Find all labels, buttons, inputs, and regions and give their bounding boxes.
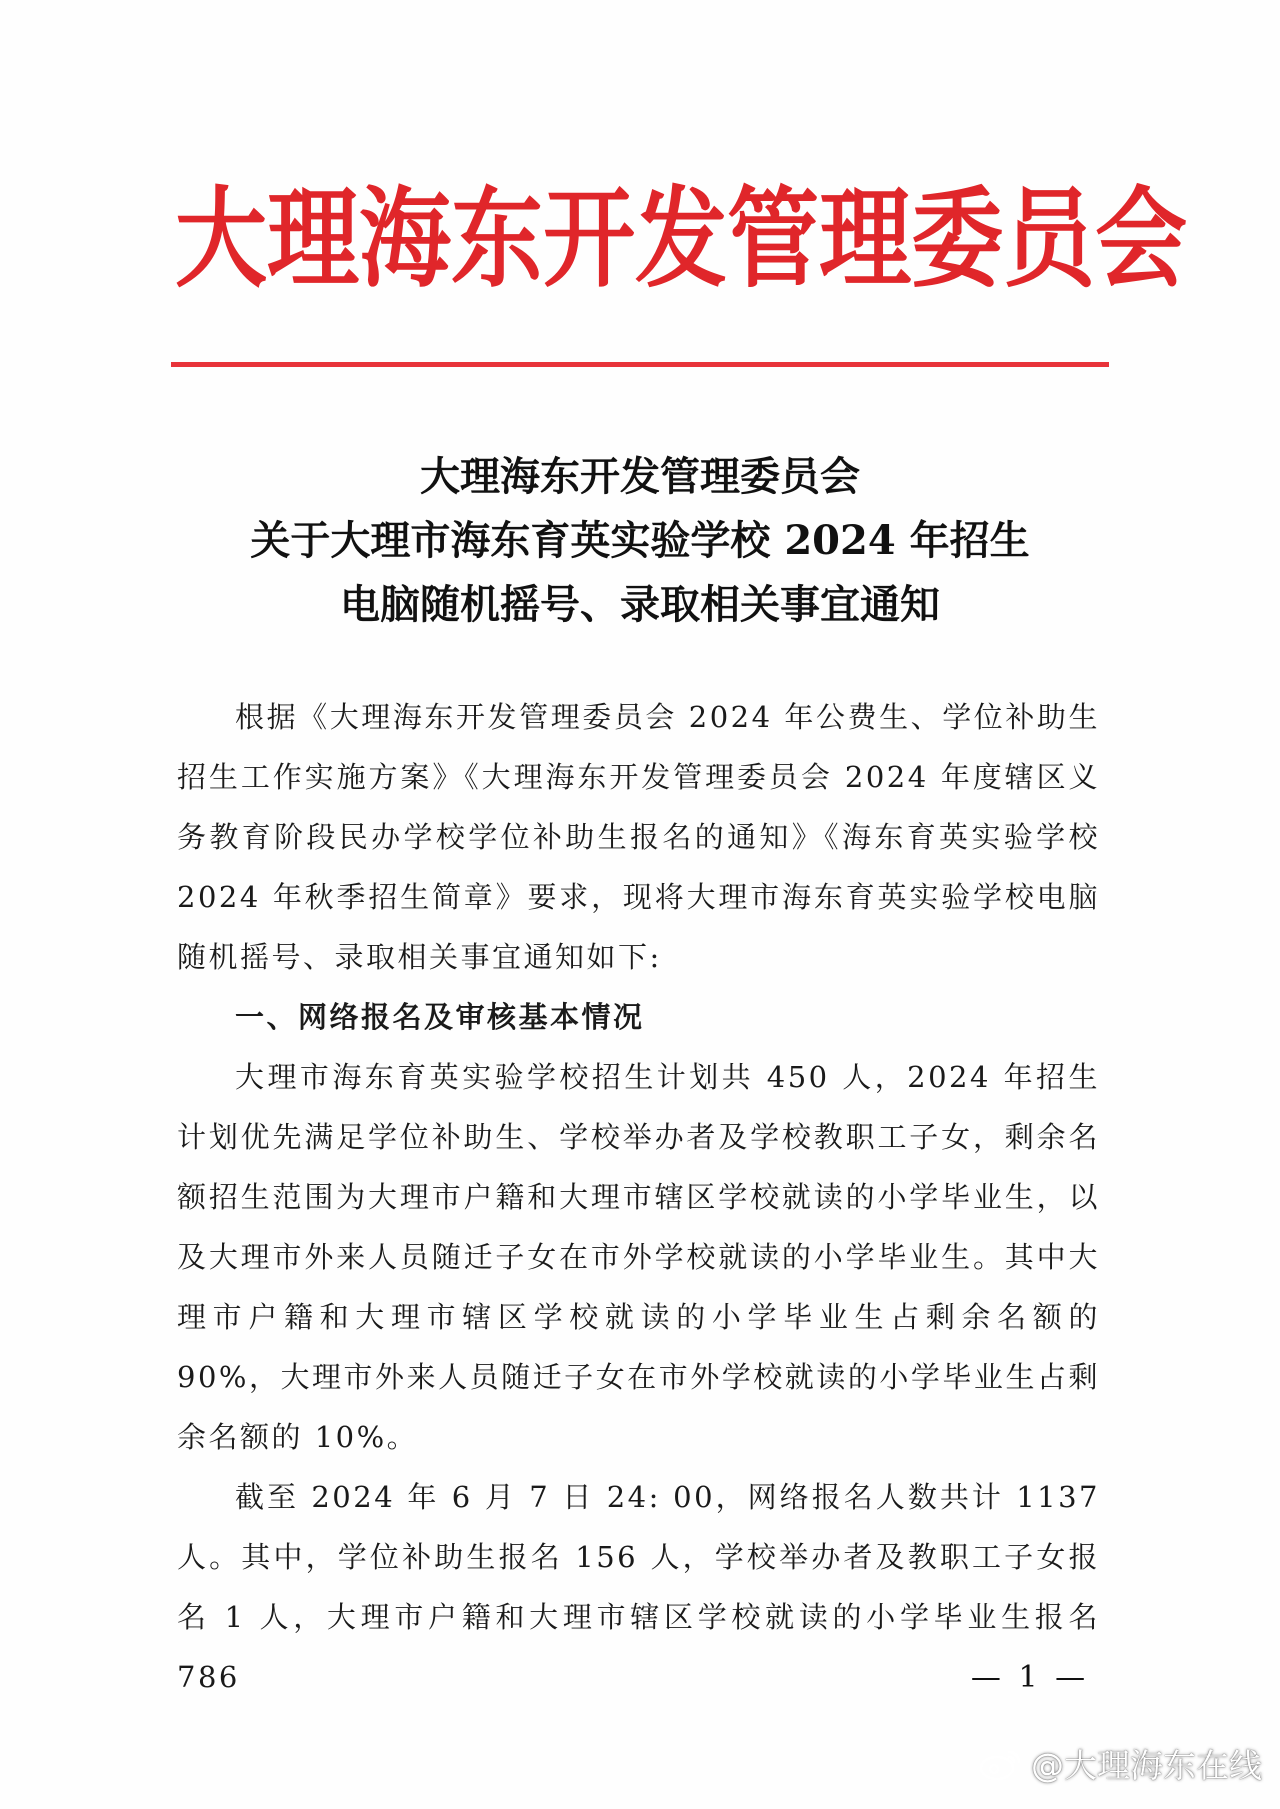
section-heading-1: 一、网络报名及审核基本情况 <box>235 1000 645 1034</box>
org-letterhead <box>175 160 1188 320</box>
document-body <box>177 687 1100 1707</box>
weibo-watermark <box>979 1740 1262 1787</box>
body-paragraph-3: 截至 2024 年 6 月 7 日 24: 00，网络报名人数共计 1137 人。其中，学位补助生报名 156 人，学校举办者及教职工子女报名 1 人，大理市户籍和大理市辖区学校就读的小学毕业生报名 786 <box>177 1480 1100 1694</box>
watermark-text: @大理海东在线 <box>1031 1746 1262 1785</box>
letterhead-char: 管 <box>727 176 820 303</box>
letterhead-char: 委 <box>911 176 1004 303</box>
letterhead-char: 海 <box>359 176 452 303</box>
letterhead-char: 理 <box>819 176 912 303</box>
letterhead-char: 会 <box>1095 176 1188 303</box>
weibo-icon <box>979 1746 1023 1782</box>
page-number: — 1 — <box>970 1660 1090 1695</box>
letterhead-char: 理 <box>267 176 360 303</box>
letterhead-char: 大 <box>175 176 268 303</box>
body-paragraph-1: 根据《大理海东开发管理委员会 2024 年公费生、学位补助生招生工作实施方案》《大理海东开发管理委员会 2024 年度辖区义务教育阶段民办学校学位补助生报名的通知》《海东育英实验学校 2024 年秋季招生简章》要求，现将大理市海东育英实验学校电脑随机摇号、录取相关事宜通知如下: <box>177 700 1100 974</box>
red-divider-line <box>171 362 1109 367</box>
letterhead-char: 发 <box>635 176 728 303</box>
letterhead-char: 开 <box>543 176 636 303</box>
title-line-2: 关于大理市海东育英实验学校 2024 年招生 <box>250 517 1030 564</box>
body-paragraph-2: 大理市海东育英实验学校招生计划共 450 人，2024 年招生计划优先满足学位补助生、学校举办者及学校教职工子女，剩余名额招生范围为大理市户籍和大理市辖区学校就读的小学毕业生，以及大理市外来人员随迁子女在市外学校就读的小学毕业生。其中大理市户籍和大理市辖区学校就读的小学毕业生占剩余名额的 90%，大理市外来人员随迁子女在市外学校就读的小学毕业生占剩余名额的 10%。 <box>177 1060 1100 1454</box>
title-line-1: 大理海东开发管理委员会 <box>420 453 860 500</box>
letterhead-char: 东 <box>451 176 544 303</box>
title-line-3: 电脑随机摇号、录取相关事宜通知 <box>340 581 940 628</box>
document-title <box>150 445 1130 637</box>
letterhead-char: 员 <box>1003 176 1096 303</box>
